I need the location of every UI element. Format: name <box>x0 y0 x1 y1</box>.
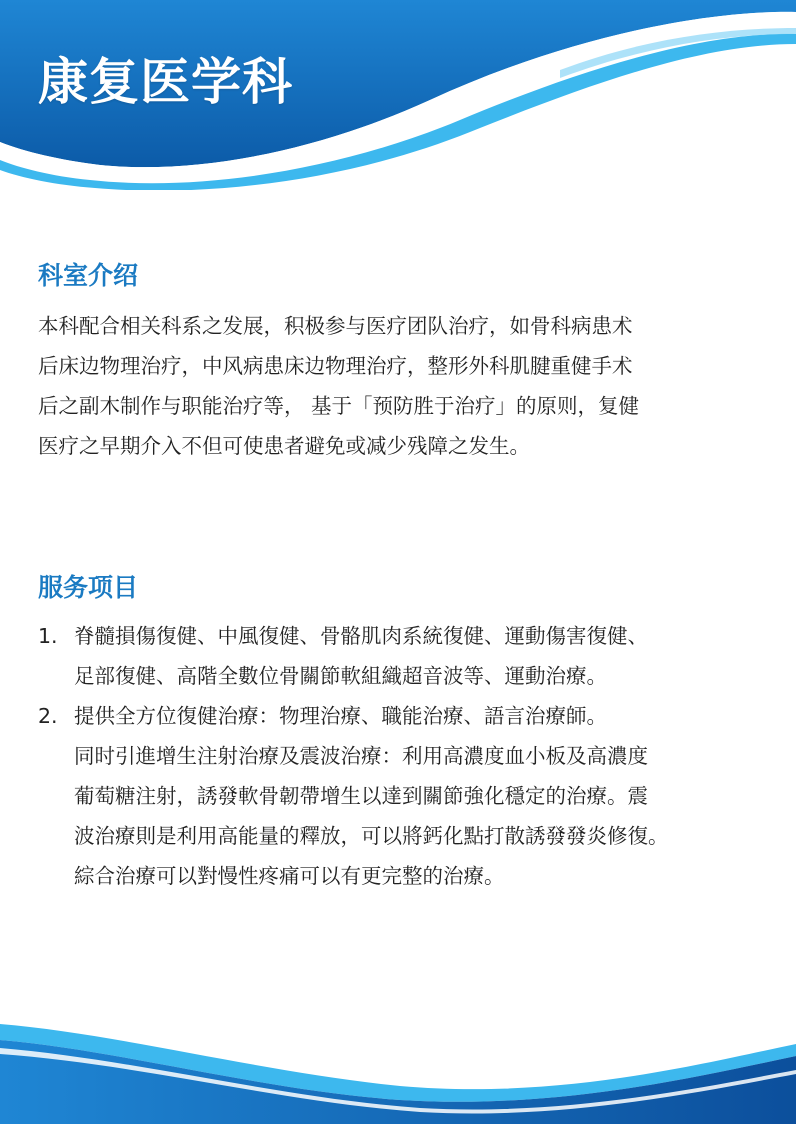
service-line: 提供全方位復健治療：物理治療、職能治療、語言治療師。 <box>74 704 607 728</box>
intro-paragraph <box>38 306 758 466</box>
intro-line: 后床边物理治疗，中风病患床边物理治疗，整形外科肌腱重健手术 <box>38 354 633 378</box>
service-line: 葡萄糖注射，誘發軟骨韌帶增生以達到關節強化穩定的治療。震 <box>74 784 648 808</box>
intro-line: 医疗之早期介入不但可使患者避免或减少残障之发生。 <box>38 434 530 458</box>
intro-line: 后之副木制作与职能治疗等， 基于「预防胜于治疗」的原则，复健 <box>38 394 640 418</box>
service-line: 脊髓損傷復健、中風復健、骨骼肌肉系統復健、運動傷害復健、 <box>74 624 648 648</box>
footer-wave-banner <box>0 1014 796 1124</box>
service-item-1 <box>38 616 768 696</box>
service-line: 綜合治療可以對慢性疼痛可以有更完整的治療。 <box>74 864 505 888</box>
service-line: 波治療則是利用高能量的釋放，可以將鈣化點打散誘發發炎修復。 <box>74 824 669 848</box>
page-title: 康复医学科 <box>38 53 293 111</box>
services-heading: 服务项目 <box>38 573 139 602</box>
intro-line: 本科配合相关科系之发展，积极参与医疗团队治疗，如骨科病患术 <box>38 314 633 338</box>
service-number: 1. <box>38 624 58 648</box>
service-line: 足部復健、高階全數位骨關節軟組織超音波等、運動治療。 <box>74 664 607 688</box>
service-line: 同时引進增生注射治療及震波治療：利用高濃度血小板及高濃度 <box>74 744 648 768</box>
intro-heading: 科室介绍 <box>38 261 139 290</box>
service-number: 2. <box>38 704 58 728</box>
services-list <box>38 616 768 896</box>
service-item-2 <box>38 696 768 896</box>
